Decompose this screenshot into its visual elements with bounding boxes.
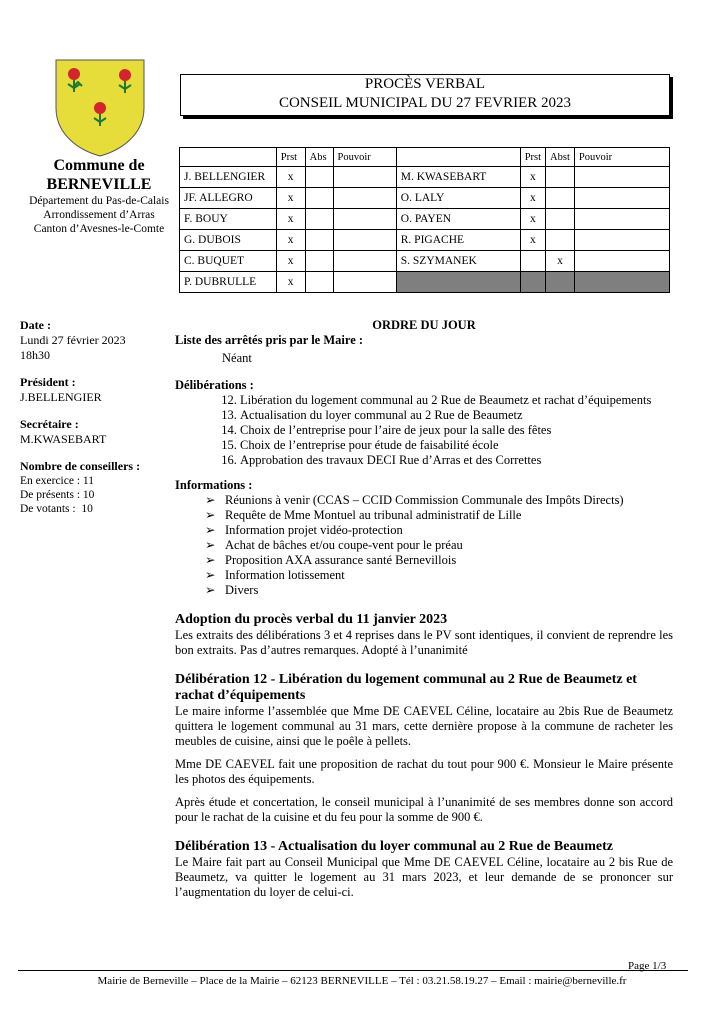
adoption-text: Les extraits des délibérations 3 et 4 reprises dans le PV sont identiques, il convient de reprendre les bon extraits. Pas d’autres remarques. Adopté à l’unanimité: [175, 628, 673, 657]
attendance-row: [180, 209, 670, 230]
present-mark: x: [276, 188, 305, 209]
present-mark: x: [276, 209, 305, 230]
agenda-heading: ORDRE DU JOUR: [372, 318, 476, 332]
proxy-cell: [333, 251, 396, 272]
proxy-cell: [574, 167, 669, 188]
attendance-header-cell: [180, 148, 277, 167]
document-title-box: [180, 74, 670, 116]
member-name-right: R. PIGACHE: [396, 230, 520, 251]
commune-departement: Département du Pas-de-Calais: [29, 195, 169, 207]
arrow-bullet-icon: ➢: [205, 508, 216, 522]
secretaire-value: M.KWASEBART: [20, 432, 107, 446]
deliberation-item: 13. Actualisation du loyer communal au 2 Rue de Beaumetz: [240, 408, 673, 423]
attendance-row: [180, 188, 670, 209]
member-name-left: J. BELLENGIER: [180, 167, 277, 188]
present-mark: x: [276, 251, 305, 272]
absent-mark: [305, 251, 333, 272]
document-title-line2: CONSEIL MUNICIPAL DU 27 FEVRIER 2023: [278, 95, 572, 111]
arrow-bullet-icon: ➢: [205, 553, 216, 567]
proxy-cell: [333, 272, 396, 293]
arrow-bullet-icon: ➢: [205, 493, 216, 507]
attendance-header-cell: Abst: [546, 148, 575, 167]
coat-of-arms-logo: [52, 58, 148, 158]
attendance-header-cell: Prst: [276, 148, 305, 167]
information-text: Proposition AXA assurance santé Bernevillois: [225, 553, 457, 567]
attendance-header-cell: Abs: [305, 148, 333, 167]
main-content: [175, 318, 673, 900]
present-mark: x: [520, 230, 545, 251]
attendance-header-row: [180, 148, 670, 167]
attendance-row: [180, 272, 670, 293]
page-number: Page 1/3: [628, 960, 667, 972]
proxy-cell: [574, 188, 669, 209]
information-text: Requête de Mme Montuel au tribunal administratif de Lille: [225, 508, 522, 522]
document-title-line1: PROCÈS VERBAL: [364, 76, 486, 92]
commune-name-line1: Commune de: [53, 157, 145, 174]
member-name-right: M. KWASEBART: [396, 167, 520, 188]
attendance-header-cell: [396, 148, 520, 167]
deliberations-list: [175, 393, 673, 468]
commune-block: [18, 156, 180, 236]
information-text: Divers: [225, 583, 259, 597]
proxy-cell: [333, 167, 396, 188]
information-item: [205, 568, 673, 583]
deliberation-13-title: Délibération 13 - Actualisation du loyer communal au 2 Rue de Beaumetz: [175, 839, 614, 854]
present-mark: [520, 251, 545, 272]
date-value: Lundi 27 février 2023: [20, 333, 126, 347]
proxy-cell: [333, 209, 396, 230]
date-label: Date :: [20, 318, 51, 332]
information-text: Réunions à venir (CCAS – CCID Commission Communale des Impôts Directs): [225, 493, 624, 507]
informations-label: Informations :: [175, 478, 253, 492]
information-item: [205, 553, 673, 568]
arrow-bullet-icon: ➢: [205, 583, 216, 597]
deliberation-item: 15. Choix de l’entreprise pour étude de faisabilité école: [240, 438, 673, 453]
proxy-cell: [574, 230, 669, 251]
arrow-bullet-icon: ➢: [205, 538, 216, 552]
absent-mark: [305, 230, 333, 251]
proxy-cell: [574, 272, 669, 293]
member-name-right: O. LALY: [396, 188, 520, 209]
member-name-left: P. DUBRULLE: [180, 272, 277, 293]
attendance-header-cell: Prst: [520, 148, 545, 167]
information-text: Achat de bâches et/ou coupe-vent pour le préau: [225, 538, 463, 552]
commune-name-line2: BERNEVILLE: [46, 176, 152, 193]
absent-mark: [546, 209, 575, 230]
arrow-bullet-icon: ➢: [205, 523, 216, 537]
footer-address: Mairie de Berneville – Place de la Mairie – 62123 BERNEVILLE – Tél : 03.21.58.19.27 – Email : mairie@berneville.fr: [97, 975, 627, 987]
member-name-right: [396, 272, 520, 293]
commune-arrondissement: Arrondissement d’Arras: [43, 209, 155, 221]
absent-mark: [305, 272, 333, 293]
commune-canton: Canton d’Avesnes-le-Comte: [33, 223, 165, 235]
informations-list: [175, 493, 673, 598]
member-name-right: O. PAYEN: [396, 209, 520, 230]
deliberation-13-paragraph-1: Le Maire fait part au Conseil Municipal que Mme DE CAEVEL Céline, locataire au 2 bis Rue de Beaumetz, va quitter le logement au 31 mars 2023, et leur demande de se prononcer sur l’augmentation du loyer de celui-ci.: [175, 855, 673, 899]
adoption-title: Adoption du procès verbal du 11 janvier 2023: [175, 612, 448, 627]
conseillers-label: Nombre de conseillers :: [20, 459, 141, 473]
absent-mark: [546, 167, 575, 188]
present-mark: x: [520, 209, 545, 230]
information-item: [205, 493, 673, 508]
attendance-header-cell: Pouvoir: [574, 148, 669, 167]
deliberation-item: 16. Approbation des travaux DECI Rue d’Arras et des Correttes: [240, 453, 673, 468]
proxy-cell: [574, 251, 669, 272]
attendance-row: [180, 167, 670, 188]
absent-mark: [546, 230, 575, 251]
information-text: Information lotissement: [225, 568, 345, 582]
member-name-left: F. BOUY: [180, 209, 277, 230]
information-item: [205, 508, 673, 523]
member-name-left: G. DUBOIS: [180, 230, 277, 251]
attendance-row: [180, 251, 670, 272]
information-item: [205, 583, 673, 598]
member-name-left: C. BUQUET: [180, 251, 277, 272]
deliberation-item: 14. Choix de l’entreprise pour l’aire de jeux pour la salle des fêtes: [240, 423, 673, 438]
attendance-table: [179, 147, 670, 293]
president-label: Président :: [20, 375, 76, 389]
deliberation-12-title: Délibération 12 - Libération du logement communal au 2 Rue de Beaumetz et rachat d’équipements: [175, 672, 637, 703]
president-value: J.BELLENGIER: [20, 390, 102, 404]
time-value: 18h30: [20, 348, 50, 362]
deliberation-12-paragraph-3: Après étude et concertation, le conseil municipal à l’unanimité de ses membres donne son accord pour le rachat de la cuisine et du feu pour la somme de 900 €.: [175, 795, 673, 824]
absent-mark: [546, 188, 575, 209]
absent-mark: [305, 188, 333, 209]
proxy-cell: [333, 188, 396, 209]
present-mark: x: [520, 167, 545, 188]
arrow-bullet-icon: ➢: [205, 568, 216, 582]
proxy-cell: [333, 230, 396, 251]
attendance-header-cell: Pouvoir: [333, 148, 396, 167]
present-mark: x: [276, 230, 305, 251]
deliberation-12-paragraph-2: Mme DE CAEVEL fait une proposition de rachat du tout pour 900 €. Monsieur le Maire présente les photos des équipements.: [175, 757, 673, 786]
information-item: [205, 523, 673, 538]
member-name-left: JF. ALLEGRO: [180, 188, 277, 209]
deliberations-label: Délibérations :: [175, 378, 254, 392]
present-mark: x: [276, 272, 305, 293]
footer-divider: [18, 970, 688, 971]
conseillers-exercice: En exercice : 11: [20, 475, 94, 487]
attendance-row: [180, 230, 670, 251]
absent-mark: x: [546, 251, 575, 272]
arretes-label: Liste des arrêtés pris par le Maire :: [175, 333, 364, 347]
meeting-info-sidebar: [20, 318, 180, 528]
absent-mark: [305, 167, 333, 188]
present-mark: x: [276, 167, 305, 188]
member-name-right: S. SZYMANEK: [396, 251, 520, 272]
present-mark: x: [520, 188, 545, 209]
proxy-cell: [574, 209, 669, 230]
information-text: Information projet vidéo-protection: [225, 523, 403, 537]
absent-mark: [546, 272, 575, 293]
deliberation-12-paragraph-1: Le maire informe l’assemblée que Mme DE CAEVEL Céline, locataire au 2bis Rue de Beaumetz quittera le logement communal au 31 mars, cette dernière propose à la commune de racheter les meubles de cuisine, ainsi que le poêle à pellets.: [175, 704, 673, 748]
conseillers-presents: De présents : 10: [20, 489, 95, 501]
arretes-value: Néant: [222, 351, 252, 365]
secretaire-label: Secrétaire :: [20, 417, 79, 431]
conseillers-votants: De votants : 10: [20, 503, 93, 515]
present-mark: [520, 272, 545, 293]
information-item: [205, 538, 673, 553]
absent-mark: [305, 209, 333, 230]
deliberation-item: 12. Libération du logement communal au 2 Rue de Beaumetz et rachat d’équipements: [240, 393, 673, 408]
